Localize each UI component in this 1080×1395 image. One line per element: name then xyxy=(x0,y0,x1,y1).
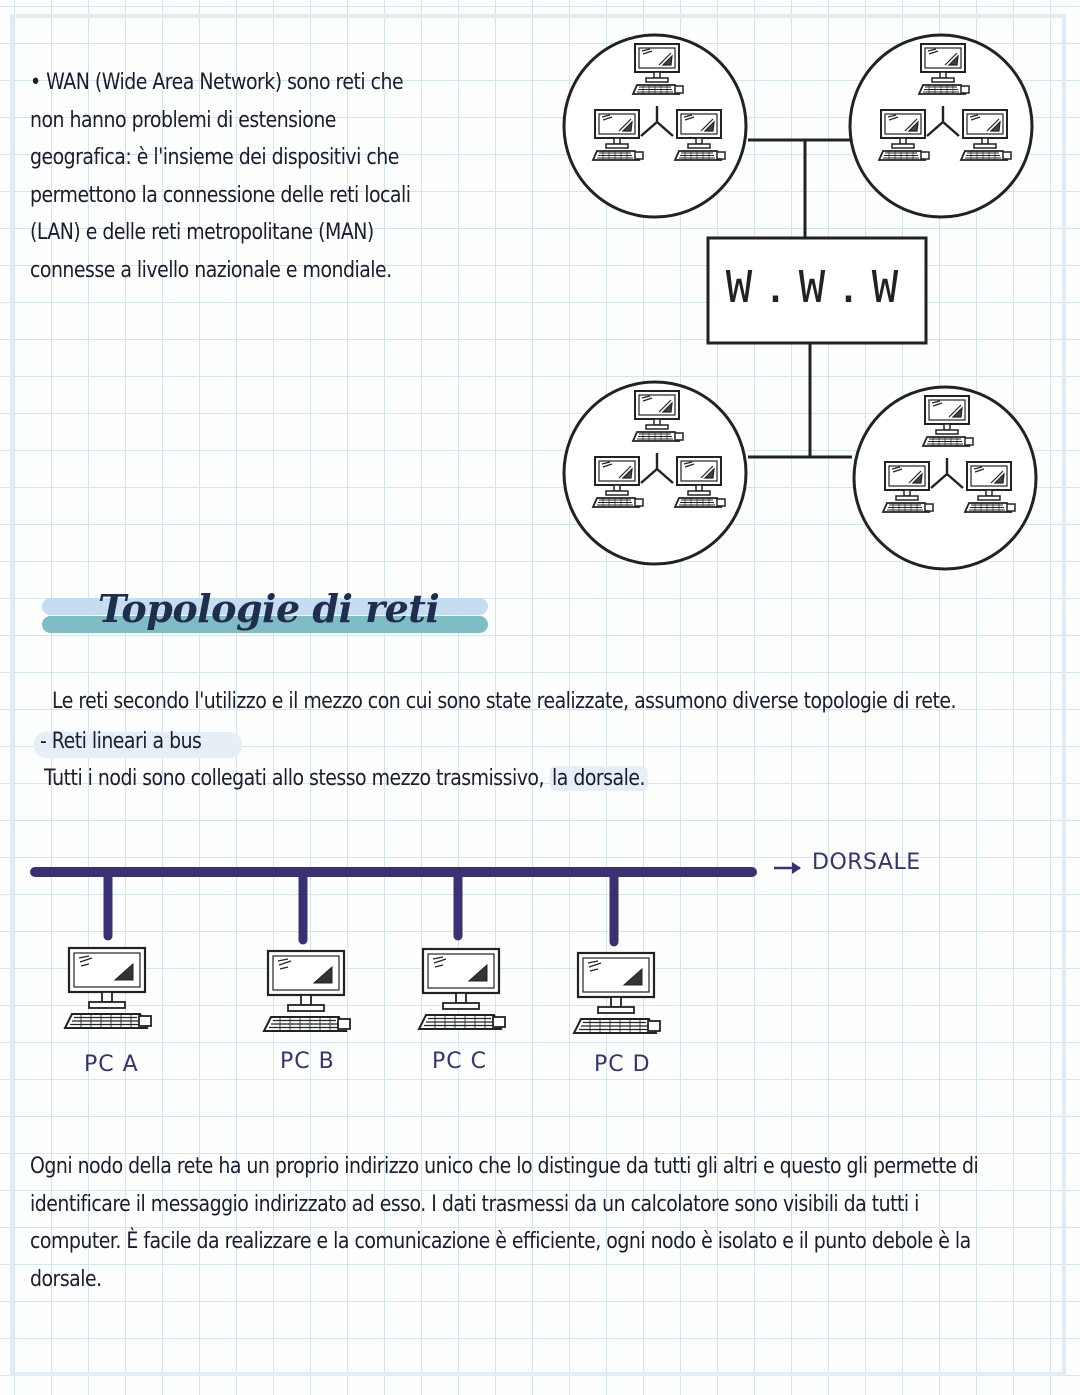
bottom-line: Ogni nodo della rete ha un proprio indirizzo unico che lo distingue da tutti gli altri e questo gli permette di xyxy=(30,1154,979,1179)
bus-desc-highlight: la dorsale. xyxy=(549,766,647,791)
bus-heading-text: - Reti lineari a bus xyxy=(40,729,202,754)
pc-icon xyxy=(574,953,660,1033)
bus-description xyxy=(44,760,648,798)
bus-desc-prefix: Tutti i nodi sono collegati allo stesso mezzo trasmissivo, xyxy=(44,766,550,791)
pc-label: PC D xyxy=(594,1052,651,1077)
wan-line: connesse a livello nazionale e mondiale. xyxy=(30,257,392,283)
intro-text: Le reti secondo l'utilizzo e il mezzo con cui sono state realizzate, assumono diverse topologie di rete. xyxy=(52,689,956,714)
bottom-line: identificare il messaggio indirizzato ad esso. I dati trasmessi da un calcolatore sono visibili da tutti i xyxy=(30,1191,919,1217)
lan-cluster-top-left xyxy=(564,35,746,217)
wan-line: geografica: è l'insieme dei dispositivi che xyxy=(30,145,399,170)
bottom-line: dorsale. xyxy=(30,1266,102,1292)
wan-line: • WAN (Wide Area Network) sono reti che xyxy=(30,70,404,95)
bottom-line: computer. È facile da realizzare e la comunicazione è efficiente, ogni nodo è isolato e il punto debole è la xyxy=(30,1229,971,1254)
arrow-right-icon xyxy=(772,858,808,878)
pc-label: PC C xyxy=(432,1049,487,1074)
www-label: W.W.W xyxy=(725,262,909,313)
wan-line: (LAN) e delle reti metropolitane (MAN) xyxy=(30,220,374,245)
dorsale-label: DORSALE xyxy=(812,850,921,875)
lan-cluster-bottom-right xyxy=(854,387,1036,569)
section-title-text: Topologie di reti xyxy=(98,586,440,631)
section-title xyxy=(42,586,488,642)
pc-icon xyxy=(419,949,505,1029)
lan-cluster-bottom-left xyxy=(564,382,746,564)
pc-icon xyxy=(264,951,350,1031)
pc-label: PC B xyxy=(280,1049,335,1074)
pc-icon xyxy=(65,948,151,1028)
bottom-paragraph xyxy=(30,1148,978,1298)
pc-label: PC A xyxy=(84,1052,139,1077)
bus-heading xyxy=(34,723,222,760)
wan-line: non hanno problemi di estensione xyxy=(30,107,336,133)
lan-cluster-top-right xyxy=(850,35,1032,217)
wan-line: permettono la connessione delle reti locali xyxy=(30,182,411,208)
bus-diagram xyxy=(0,840,1080,1140)
